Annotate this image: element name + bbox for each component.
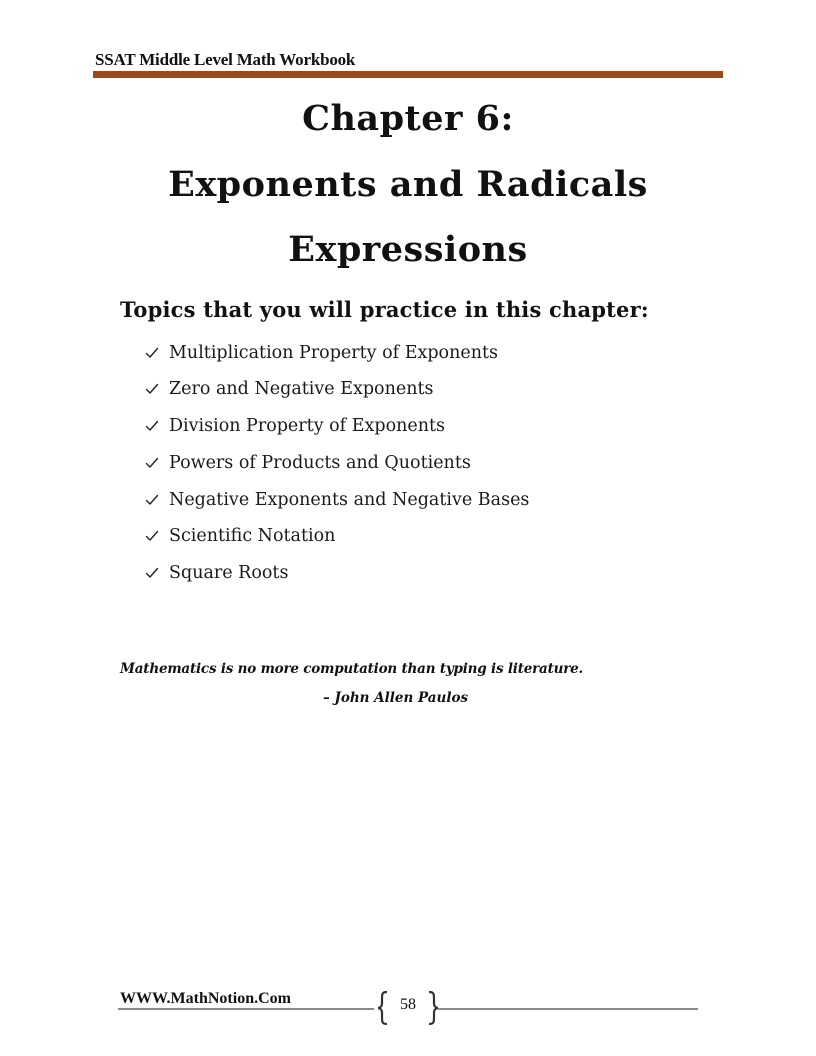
list-item	[145, 523, 335, 549]
topic-label: Scientific Notation	[169, 526, 336, 546]
list-item	[145, 376, 433, 402]
topic-label: Powers of Products and Quotients	[169, 453, 471, 473]
chapter-number-heading: Chapter 6:	[302, 98, 514, 139]
topics-title: Topics that you will practice in this chapter:	[120, 297, 649, 322]
list-item	[145, 450, 471, 476]
topic-label: Square Roots	[169, 563, 289, 583]
footer-right-rule	[438, 1008, 698, 1010]
chapter-title-line-2: Expressions	[288, 229, 528, 270]
header-rule	[93, 71, 723, 78]
checkmark-icon	[145, 346, 159, 360]
list-item	[145, 340, 498, 366]
checkmark-icon	[145, 566, 159, 580]
topic-label: Division Property of Exponents	[169, 416, 446, 436]
checkmark-icon	[145, 456, 159, 470]
left-brace-icon	[376, 990, 390, 1026]
checkmark-icon	[145, 382, 159, 396]
checkmark-icon	[145, 529, 159, 543]
footer-left-rule	[118, 1008, 374, 1010]
checkmark-icon	[145, 493, 159, 507]
running-header-title: SSAT Middle Level Math Workbook	[95, 50, 356, 69]
quote-author: – John Allen Paulos	[323, 690, 469, 706]
topic-label: Negative Exponents and Negative Bases	[169, 490, 530, 510]
footer-website: WWW.MathNotion.Com	[120, 990, 291, 1007]
quote-text: Mathematics is no more computation than typing is literature.	[120, 661, 584, 677]
topic-label: Multiplication Property of Exponents	[169, 343, 498, 363]
topic-label: Zero and Negative Exponents	[169, 379, 434, 399]
page-number: 58	[400, 996, 416, 1013]
list-item	[145, 413, 445, 439]
checkmark-icon	[145, 419, 159, 433]
list-item	[145, 560, 288, 586]
chapter-title-line-1: Exponents and Radicals	[168, 164, 648, 205]
list-item	[145, 487, 529, 513]
